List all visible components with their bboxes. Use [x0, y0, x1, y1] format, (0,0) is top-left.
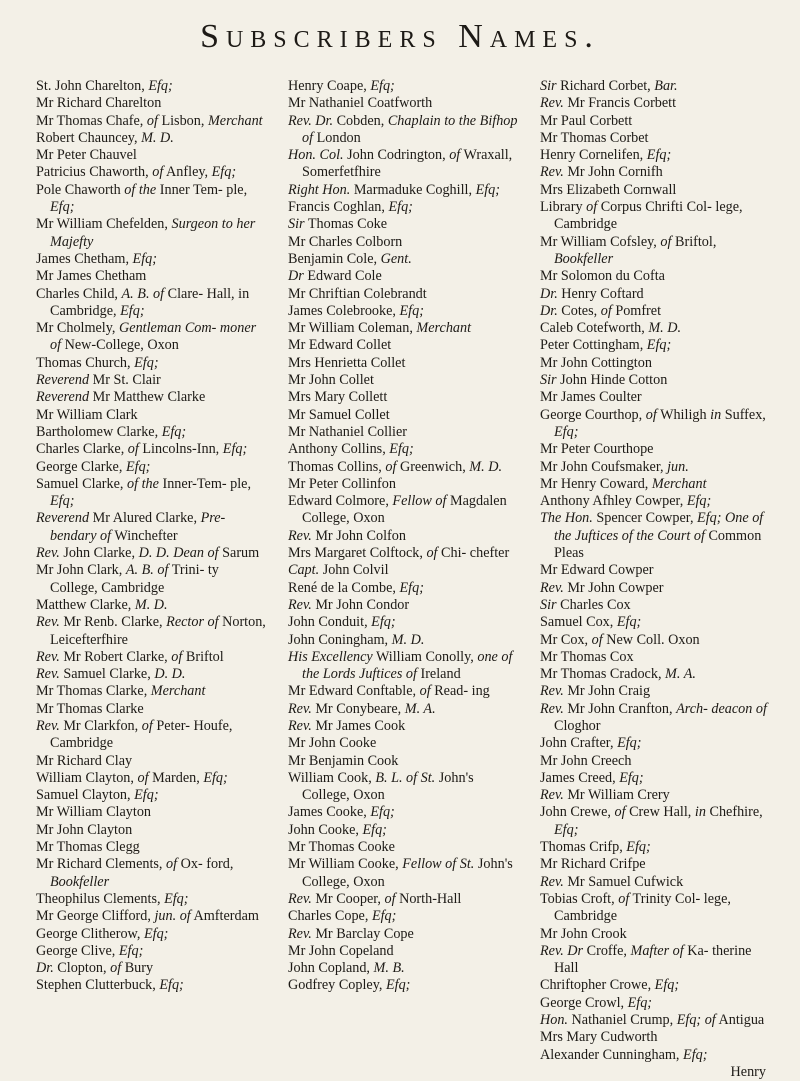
subscriber-entry: Samuel Clayton, Efq;: [36, 787, 159, 804]
subscriber-entry: Mr Solomon du Cofta: [540, 268, 665, 285]
subscriber-entry: William Cook, B. L. of St. John's College, Oxon: [288, 769, 474, 804]
subscriber-entry: Mr Samuel Collet: [288, 406, 390, 423]
subscriber-entry: John Cooke, Efq;: [288, 821, 387, 838]
subscriber-columns: [36, 78, 772, 1080]
column-left: [36, 78, 268, 1058]
subscriber-entry: Alexander Cunningham, Efq;: [540, 1046, 708, 1063]
subscriber-entry: Rev. Dr. Cobden, Chaplain to the Bifhop of London: [288, 112, 518, 146]
subscriber-entry: Mr Richard Crifpe: [540, 856, 646, 873]
catchword: Henry: [730, 1063, 766, 1080]
subscriber-entry: Mr Charles Colborn: [288, 233, 403, 250]
subscriber-entry: Rev. Mr Conybeare, M. A.: [288, 700, 436, 717]
subscriber-entry: Mr John Copeland: [288, 942, 394, 959]
subscriber-entry: George Clitherow, Efq;: [36, 925, 169, 942]
subscriber-entry: Mrs Mary Cudworth: [540, 1029, 658, 1046]
subscriber-entry: Edward Colmore, Fellow of Magdalen College, Oxon: [288, 493, 507, 527]
subscriber-entry: Mr Thomas Clarke: [36, 700, 144, 717]
subscriber-entry: Mr John Coufsmaker, jun.: [540, 458, 689, 475]
subscriber-entry: Mr Henry Coward, Merchant: [540, 475, 707, 492]
subscriber-entry: Hon. Col. John Codrington, of Wraxall, Somerfetfhire: [288, 147, 513, 181]
subscriber-entry: Reverend Mr Matthew Clarke: [36, 389, 206, 406]
subscriber-entry: Rev. Mr William Crery: [540, 787, 670, 804]
subscriber-entry: Mr William Coleman, Merchant: [288, 320, 472, 337]
subscriber-entry: Mr Peter Courthope: [540, 441, 654, 458]
subscriber-entry: Anthony Collins, Efq;: [288, 441, 414, 458]
subscriber-entry: Godfrey Copley, Efq;: [288, 977, 411, 994]
subscriber-entry: George Clarke, Efq;: [36, 458, 151, 475]
subscriber-entry: Mr Richard Clay: [36, 752, 133, 769]
subscriber-entry: Mr Thomas Cox: [540, 648, 634, 665]
subscriber-entry: Chriftopher Crowe, Efq;: [540, 977, 680, 994]
subscriber-entry: Thomas Church, Efq;: [36, 354, 159, 371]
subscriber-entry: Mr John Creech: [540, 752, 632, 769]
subscriber-entry: James Chetham, Efq;: [36, 250, 157, 267]
subscriber-entry: Caleb Cotefworth, M. D.: [540, 320, 682, 337]
subscriber-entry: George Courthop, of Whiligh in Suffex, Efq;: [540, 406, 766, 440]
subscriber-entry: Rev. Mr John Cowper: [540, 579, 664, 596]
subscriber-entry: Capt. John Colvil: [288, 562, 389, 579]
subscriber-entry: Mr Edward Conftable, of Read- ing: [288, 683, 490, 700]
subscriber-entry: Mrs Henrietta Collet: [288, 354, 406, 371]
subscriber-entry: Robert Chauncey, M. D.: [36, 129, 174, 146]
subscriber-entry: James Cooke, Efq;: [288, 804, 395, 821]
subscriber-entry: Rev. Mr John Craig: [540, 683, 651, 700]
subscriber-entry: Mr William Chefelden, Surgeon to her Majefty: [36, 216, 256, 250]
subscriber-entry: Rev. Mr Samuel Cufwick: [540, 873, 684, 890]
subscriber-entry: James Creed, Efq;: [540, 769, 644, 786]
subscriber-entry: Rev. Mr John Cornifh: [540, 164, 663, 181]
subscriber-entry: Rev. Mr John Colfon: [288, 527, 406, 544]
subscriber-entry: Sir Charles Cox: [540, 596, 631, 613]
subscriber-entry: Mr Edward Cowper: [540, 562, 654, 579]
subscriber-entry: Mr Paul Corbett: [540, 112, 633, 129]
subscriber-entry: Mr Nathaniel Coatfworth: [288, 95, 433, 112]
column-middle: [288, 78, 520, 1058]
subscriber-entry: Rev. Mr Francis Corbett: [540, 95, 677, 112]
subscriber-entry: James Colebrooke, Efq;: [288, 302, 424, 319]
subscriber-entry: Mr William Clark: [36, 406, 138, 423]
subscriber-entry: Mr George Clifford, jun. of Amfterdam: [36, 908, 259, 925]
subscriber-entry: Mr Thomas Cradock, M. A.: [540, 666, 696, 683]
subscriber-entry: George Clive, Efq;: [36, 942, 144, 959]
subscriber-entry: Mr Chriftian Colebrandt: [288, 285, 427, 302]
subscriber-entry: Reverend Mr St. Clair: [36, 372, 161, 389]
subscriber-entry: Dr Edward Cole: [288, 268, 382, 285]
subscriber-entry: Mr John Cottington: [540, 354, 652, 371]
subscriber-entry: Samuel Cox, Efq;: [540, 614, 642, 631]
subscriber-entry: St. John Charelton, Efq;: [36, 78, 173, 94]
subscriber-entry: Mr Thomas Chafe, of Lisbon, Merchant: [36, 112, 263, 129]
subscriber-entry: Mr William Clayton: [36, 804, 152, 821]
subscriber-entry: Henry Cornelifen, Efq;: [540, 147, 672, 164]
subscriber-entry: Mr Cox, of New Coll. Oxon: [540, 631, 700, 648]
subscriber-entry: Library of Corpus Chrifti Col- lege, Cambridge: [540, 199, 743, 233]
subscriber-entry: Mr John Collet: [288, 372, 374, 389]
subscriber-entry: Mr John Clayton: [36, 821, 133, 838]
subscriber-entry: Thomas Crifp, Efq;: [540, 839, 651, 856]
subscriber-entry: Rev. Mr Barclay Cope: [288, 925, 414, 942]
subscriber-entry: John Conduit, Efq;: [288, 614, 396, 631]
subscriber-entry: Mrs Margaret Colftock, of Chi- chefter: [288, 545, 510, 562]
subscriber-entry: Mr Benjamin Cook: [288, 752, 399, 769]
subscriber-entry: Rev. Mr Renb. Clarke, Rector of Norton, Leicefterfhire: [36, 614, 266, 648]
subscriber-entry: Matthew Clarke, M. D.: [36, 596, 168, 613]
subscriber-entry: Mr James Chetham: [36, 268, 147, 285]
subscriber-entry: Sir John Hinde Cotton: [540, 372, 668, 389]
subscriber-entry: Rev. Mr James Cook: [288, 717, 406, 734]
subscriber-entry: Bartholomew Clarke, Efq;: [36, 423, 187, 440]
subscriber-entry: Tobias Croft, of Trinity Col- lege, Cambridge: [540, 890, 731, 925]
subscriber-entry: The Hon. Spencer Cowper, Efq; One of the Juftices of the Court of Common Pleas: [540, 510, 764, 562]
subscriber-entry: Peter Cottingham, Efq;: [540, 337, 672, 354]
subscriber-entry: Mr Richard Charelton: [36, 95, 162, 112]
subscriber-entry: Mr Thomas Clegg: [36, 839, 140, 856]
subscriber-entry: Patricius Chaworth, of Anfley, Efq;: [36, 164, 237, 181]
subscriber-entry: Hon. Nathaniel Crump, Efq; of Antigua: [540, 1012, 765, 1029]
subscriber-entry: Benjamin Cole, Gent.: [288, 250, 412, 267]
page-title: Subscribers Names.: [200, 18, 600, 55]
subscriber-entry: Rev. Mr Robert Clarke, of Briftol: [36, 648, 224, 665]
subscriber-entry: Mr Edward Collet: [288, 337, 392, 354]
subscriber-entry: Rev. Mr John Condor: [288, 596, 410, 613]
page-header: [0, 18, 800, 56]
subscriber-entry: Charles Cope, Efq;: [288, 908, 397, 925]
subscriber-entry: Charles Clarke, of Lincolns-Inn, Efq;: [36, 441, 248, 458]
subscriber-entry: Mr John Clark, A. B. of Trini- ty College, Cambridge: [36, 562, 219, 596]
subscriber-entry: Dr. Henry Coftard: [540, 285, 644, 302]
subscriber-entry: Sir Thomas Coke: [288, 216, 388, 233]
subscriber-entry: Mr William Cofsley, of Briftol, Bookfeller: [540, 233, 717, 267]
subscriber-entry: Mr John Cooke: [288, 735, 377, 752]
column-right: [540, 78, 772, 1080]
subscriber-entry: John Coningham, M. D.: [288, 631, 425, 648]
subscriber-entry: Reverend Mr Alured Clarke, Pre- bendary of Winchefter: [36, 510, 226, 544]
subscriber-entry: Sir Richard Corbet, Bar.: [540, 78, 678, 94]
subscriber-entry: Anthony Afhley Cowper, Efq;: [540, 493, 712, 510]
subscriber-entry: Mr Cholmely, Gentleman Com- moner of New-College, Oxon: [36, 320, 257, 354]
subscriber-entry: Charles Child, A. B. of Clare- Hall, in Cambridge, Efq;: [36, 285, 250, 319]
subscriber-entry: Theophilus Clements, Efq;: [36, 890, 189, 907]
subscriber-entry: Mrs Mary Collett: [288, 389, 388, 406]
subscriber-entry: Rev. Mr John Cranfton, Arch- deacon of Cloghor: [540, 700, 767, 734]
subscriber-entry: Mr Nathaniel Collier: [288, 423, 407, 440]
subscriber-entry: John Crafter, Efq;: [540, 735, 642, 752]
subscriber-entry: Henry Coape, Efq;: [288, 78, 395, 94]
subscriber-entry: Rev. Dr Croffe, Mafter of Ka- therine Hall: [540, 942, 752, 977]
subscriber-entry: Mr William Cooke, Fellow of St. John's College, Oxon: [288, 856, 513, 890]
subscriber-entry: Samuel Clarke, of the Inner-Tem- ple, Efq;: [36, 475, 252, 510]
subscriber-entry: Rev. Mr Clarkfon, of Peter- Houfe, Cambridge: [36, 717, 233, 752]
subscriber-entry: Thomas Collins, of Greenwich, M. D.: [288, 458, 503, 475]
subscriber-entry: Mr James Coulter: [540, 389, 642, 406]
subscriber-entry: George Crowl, Efq;: [540, 994, 653, 1011]
subscriber-entry: Mr Thomas Clarke, Merchant: [36, 683, 206, 700]
subscriber-entry: John Crewe, of Crew Hall, in Chefhire, Efq;: [540, 804, 763, 838]
subscriber-entry: Mr Peter Chauvel: [36, 147, 137, 164]
subscriber-entry: Pole Chaworth of the Inner Tem- ple, Efq;: [36, 181, 248, 216]
subscriber-entry: His Excellency William Conolly, one of the Lords Juftices of Ireland: [288, 648, 513, 683]
subscriber-entry: Francis Coghlan, Efq;: [288, 199, 413, 216]
subscriber-entry: John Copland, M. B.: [288, 960, 405, 977]
subscriber-entry: Mr Thomas Corbet: [540, 129, 649, 146]
subscriber-entry: Mr Peter Collinfon: [288, 475, 396, 492]
subscriber-entry: René de la Combe, Efq;: [288, 579, 424, 596]
subscriber-entry: Mrs Elizabeth Cornwall: [540, 181, 677, 198]
subscriber-entry: Stephen Clutterbuck, Efq;: [36, 977, 184, 994]
subscriber-entry: Right Hon. Marmaduke Coghill, Efq;: [288, 181, 501, 198]
subscriber-entry: Dr. Cotes, of Pomfret: [540, 302, 662, 319]
subscriber-entry: William Clayton, of Marden, Efq;: [36, 769, 228, 786]
subscriber-entry: Rev. John Clarke, D. D. Dean of Sarum: [36, 545, 260, 562]
subscriber-entry: Dr. Clopton, of Bury: [36, 960, 154, 977]
subscriber-entry: Mr Richard Clements, of Ox- ford, Bookfeller: [36, 856, 234, 890]
subscriber-entry: Rev. Samuel Clarke, D. D.: [36, 666, 186, 683]
subscriber-entry: Mr John Crook: [540, 925, 627, 942]
subscriber-entry: Rev. Mr Cooper, of North-Hall: [288, 890, 462, 907]
subscriber-entry: Mr Thomas Cooke: [288, 839, 395, 856]
